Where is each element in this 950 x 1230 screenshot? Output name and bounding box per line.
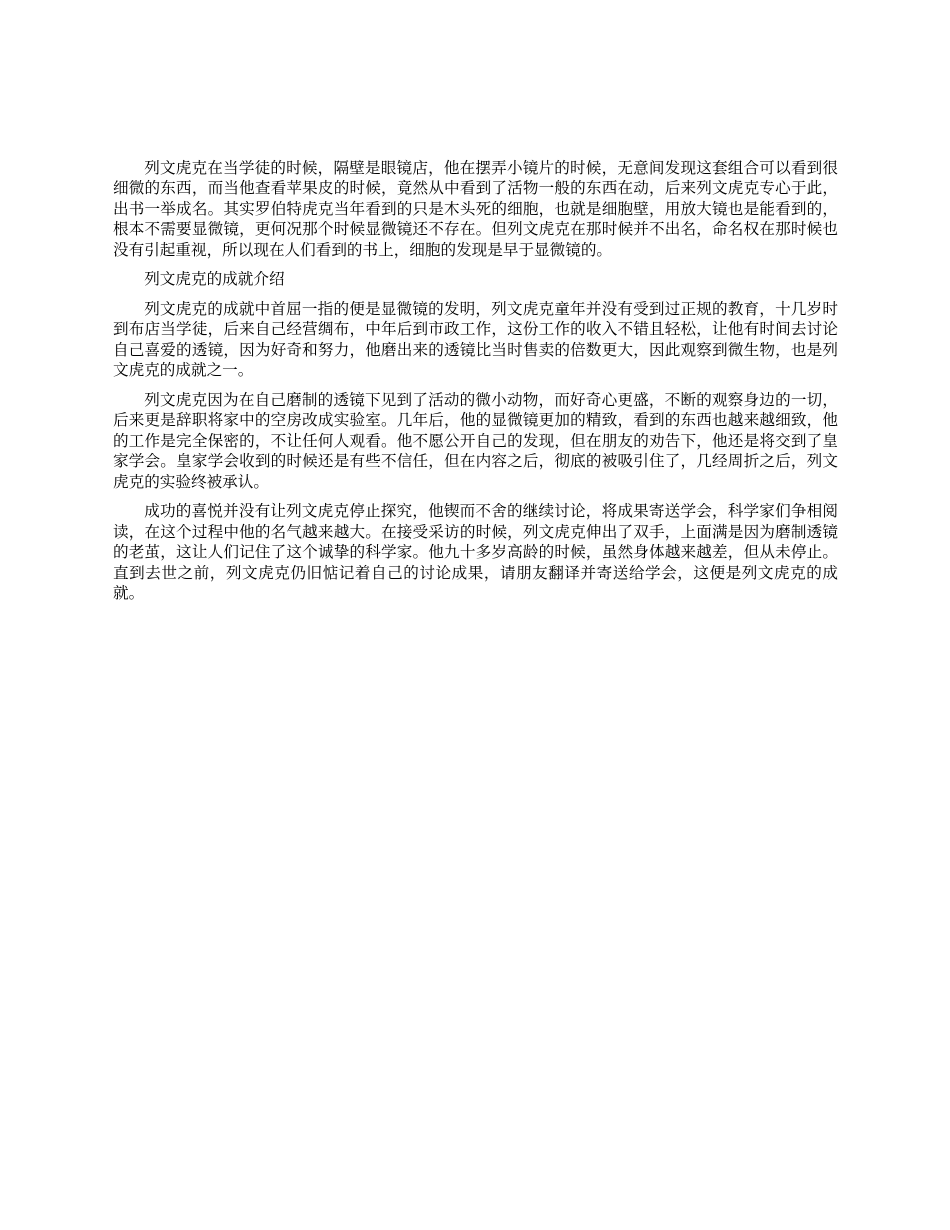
paragraph-later-life: 成功的喜悦并没有让列文虎克停止探究，他锲而不舍的继续讨论，将成果寄送学会，科学家们争相阅读，在这个过程中他的名气越来越大。在接受采访的时候，列文虎克伸出了双手，上面满是因为磨制透镜的老茧，这让人们记住了这个诚挚的科学家。他九十多岁高龄的时候，虽然身体越来越差，但从未停止。直到去世之前，列文虎克仍旧惦记着自己的讨论成果，请朋友翻译并寄送给学会，这便是列文虎克的成就。 bbox=[113, 502, 838, 602]
paragraph-laboratory-work: 列文虎克因为在自己磨制的透镜下见到了活动的微小动物，而好奇心更盛，不断的观察身边的一切，后来更是辞职将家中的空房改成实验室。几年后，他的显微镜更加的精致，看到的东西也越来越细致，他的工作是完全保密的，不让任何人观看。他不愿公开自己的发现，但在朋友的劝告下，他还是将交到了皇家学会。皇家学会收到的时候还是有些不信任，但在内容之后，彻底的被吸引住了，几经周折之后，列文虎克的实验终被承认。 bbox=[113, 390, 838, 491]
paragraph-microscope-invention: 列文虎克的成就中首屈一指的便是显微镜的发明，列文虎克童年并没有受到过正规的教育，十几岁时到布店当学徒，后来自己经营绸布，中年后到市政工作，这份工作的收入不错且轻松，让他有时间去讨论自己喜爱的透镜，因为好奇和努力，他磨出来的透镜比当时售卖的倍数更大，因此观察到微生物，也是列文虎克的成就之一。 bbox=[113, 300, 838, 380]
document-page bbox=[113, 158, 838, 613]
section-heading-achievements: 列文虎克的成就介绍 bbox=[144, 270, 285, 289]
paragraph-discovery-story: 列文虎克在当学徒的时候，隔壁是眼镜店，他在摆弄小镜片的时候，无意间发现这套组合可以看到很细微的东西，而当他查看苹果皮的时候，竟然从中看到了活物一般的东西在动，后来列文虎克专心于此，出书一举成名。其实罗伯特虎克当年看到的只是木头死的细胞，也就是细胞壁，用放大镜也是能看到的，根本不需要显微镜，更何况那个时候显微镜还不存在。但列文虎克在那时候并不出名，命名权在那时候也没有引起重视，所以现在人们看到的书上，细胞的发现是早于显微镜的。 bbox=[113, 159, 838, 259]
